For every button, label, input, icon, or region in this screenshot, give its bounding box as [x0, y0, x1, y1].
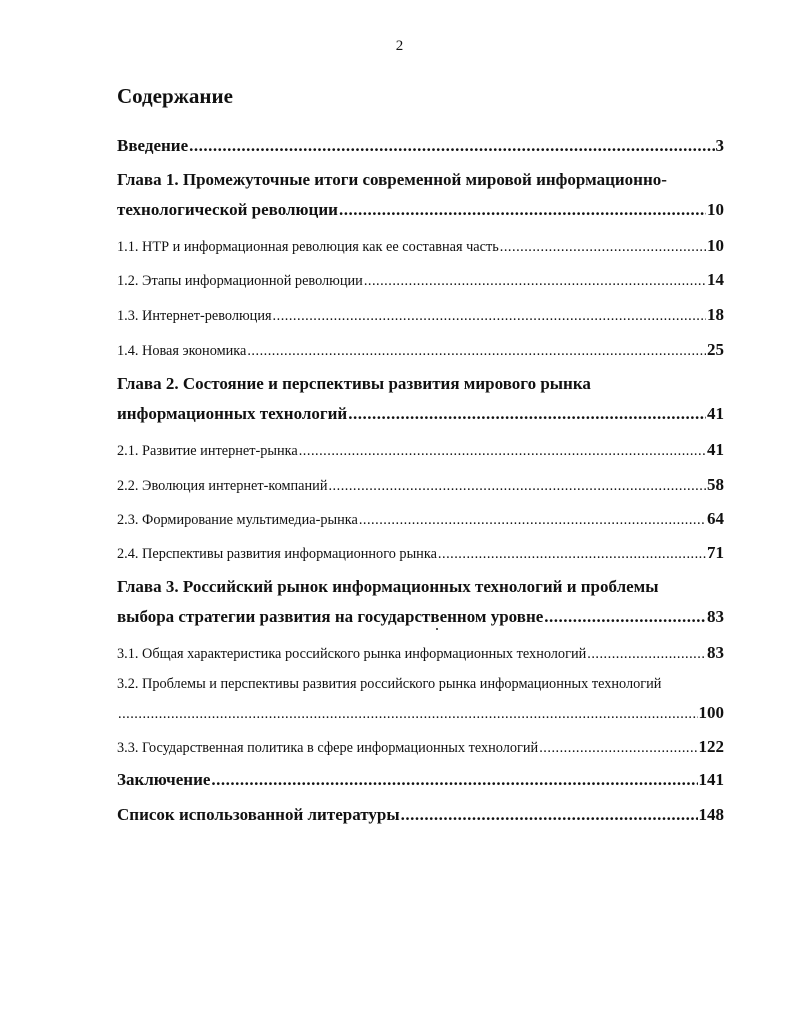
toc-entry-page: 3 [715, 136, 724, 155]
toc-entry-text: технологической революции [117, 200, 338, 219]
toc-entry-chapter-3 [117, 607, 724, 627]
dot-leader [299, 443, 706, 460]
toc-entry-page: 41 [707, 440, 724, 459]
toc-entry-page: 83 [707, 607, 724, 626]
toc-entry-chapter-1 [117, 200, 724, 220]
toc-entry-text: Введение [117, 136, 189, 155]
toc-entry-page: 10 [707, 200, 724, 219]
toc-entry-3-1 [117, 643, 724, 663]
toc-entry-text: 3.1. Общая характеристика российского рынка информационных технологий [117, 646, 587, 662]
dot-leader [438, 546, 706, 563]
page-number: 2 [395, 38, 404, 54]
toc-entry-2-3 [117, 509, 724, 529]
toc-entry-page: 83 [707, 643, 724, 662]
toc-entry-page: 141 [698, 770, 724, 789]
toc-entry-page: 18 [707, 305, 724, 324]
dot-leader [401, 805, 698, 825]
toc-entry-text: 2.4. Перспективы развития информационного рынка [117, 546, 437, 562]
toc-entry-page: 10 [707, 236, 724, 255]
dot-leader [359, 512, 706, 529]
toc-entry-text: 1.3. Интернет-революция [117, 308, 272, 324]
scan-speck [436, 628, 438, 630]
toc-entry-1-4 [117, 340, 724, 360]
toc-entry-3-2 [117, 703, 724, 723]
toc-entry-page: 41 [707, 404, 724, 423]
toc-entry-conclusion [117, 770, 724, 790]
toc-entry-page: 122 [698, 737, 724, 756]
toc-entry-text: выбора стратегии развития на государственном уровне [117, 607, 544, 626]
toc-entry-page: 25 [707, 340, 724, 359]
toc-entry-text: 1.1. НТР и информационная революция как ее составная часть [117, 239, 499, 255]
dot-leader [247, 343, 706, 360]
toc-entry-text: 1.4. Новая экономика [117, 343, 247, 359]
dot-leader [348, 404, 706, 424]
toc-entry-2-1 [117, 440, 724, 460]
toc-entry-1-1 [117, 236, 724, 256]
toc-entry-3-2-line1: 3.2. Проблемы и перспективы развития российского рынка информационных технологий [117, 676, 662, 692]
toc-chapter-2-line1: Глава 2. Состояние и перспективы развития мирового рынка [117, 374, 591, 393]
toc-entry-text: 2.3. Формирование мультимедиа-рынка [117, 512, 358, 528]
toc-title: Содержание [117, 84, 233, 108]
dot-leader [587, 646, 706, 663]
toc-entry-2-2 [117, 475, 724, 495]
toc-entry-text: 1.2. Этапы информационной революции [117, 273, 363, 289]
toc-entry-2-4 [117, 543, 724, 563]
toc-entry-3-3 [117, 737, 724, 757]
toc-entry-1-2 [117, 270, 724, 290]
dot-leader [273, 308, 706, 325]
dot-leader [539, 740, 697, 757]
toc-entry-page: 58 [707, 475, 724, 494]
toc-chapter-3-line1: Глава 3. Российский рынок информационных технологий и проблемы [117, 577, 659, 596]
toc-entry-text: информационных технологий [117, 404, 348, 423]
toc-entry-page: 14 [707, 270, 724, 289]
toc-entry-1-3 [117, 305, 724, 325]
dot-leader [364, 273, 706, 290]
dot-leader [328, 478, 706, 495]
toc-entry-text: Заключение [117, 770, 211, 789]
toc-entry-introduction [117, 136, 724, 156]
toc-entry-text: 2.1. Развитие интернет-рынка [117, 443, 298, 459]
toc-entry-page: 100 [698, 703, 724, 722]
toc-entry-text: Список использованной литературы [117, 805, 400, 824]
toc-entry-page: 64 [707, 509, 724, 528]
toc-entry-text: 3.3. Государственная политика в сфере информационных технологий [117, 740, 539, 756]
toc-entry-text: 2.2. Эволюция интернет-компаний [117, 478, 328, 494]
toc-entry-references [117, 805, 724, 825]
dot-leader [500, 239, 706, 256]
dot-leader [118, 706, 698, 723]
dot-leader [189, 136, 714, 156]
dot-leader [211, 770, 697, 790]
toc-chapter-1-line1: Глава 1. Промежуточные итоги современной мировой информационно- [117, 170, 667, 189]
toc-entry-page: 71 [707, 543, 724, 562]
dot-leader [544, 607, 706, 627]
dot-leader [339, 200, 706, 220]
toc-entry-chapter-2 [117, 404, 724, 424]
toc-entry-page: 148 [698, 805, 724, 824]
